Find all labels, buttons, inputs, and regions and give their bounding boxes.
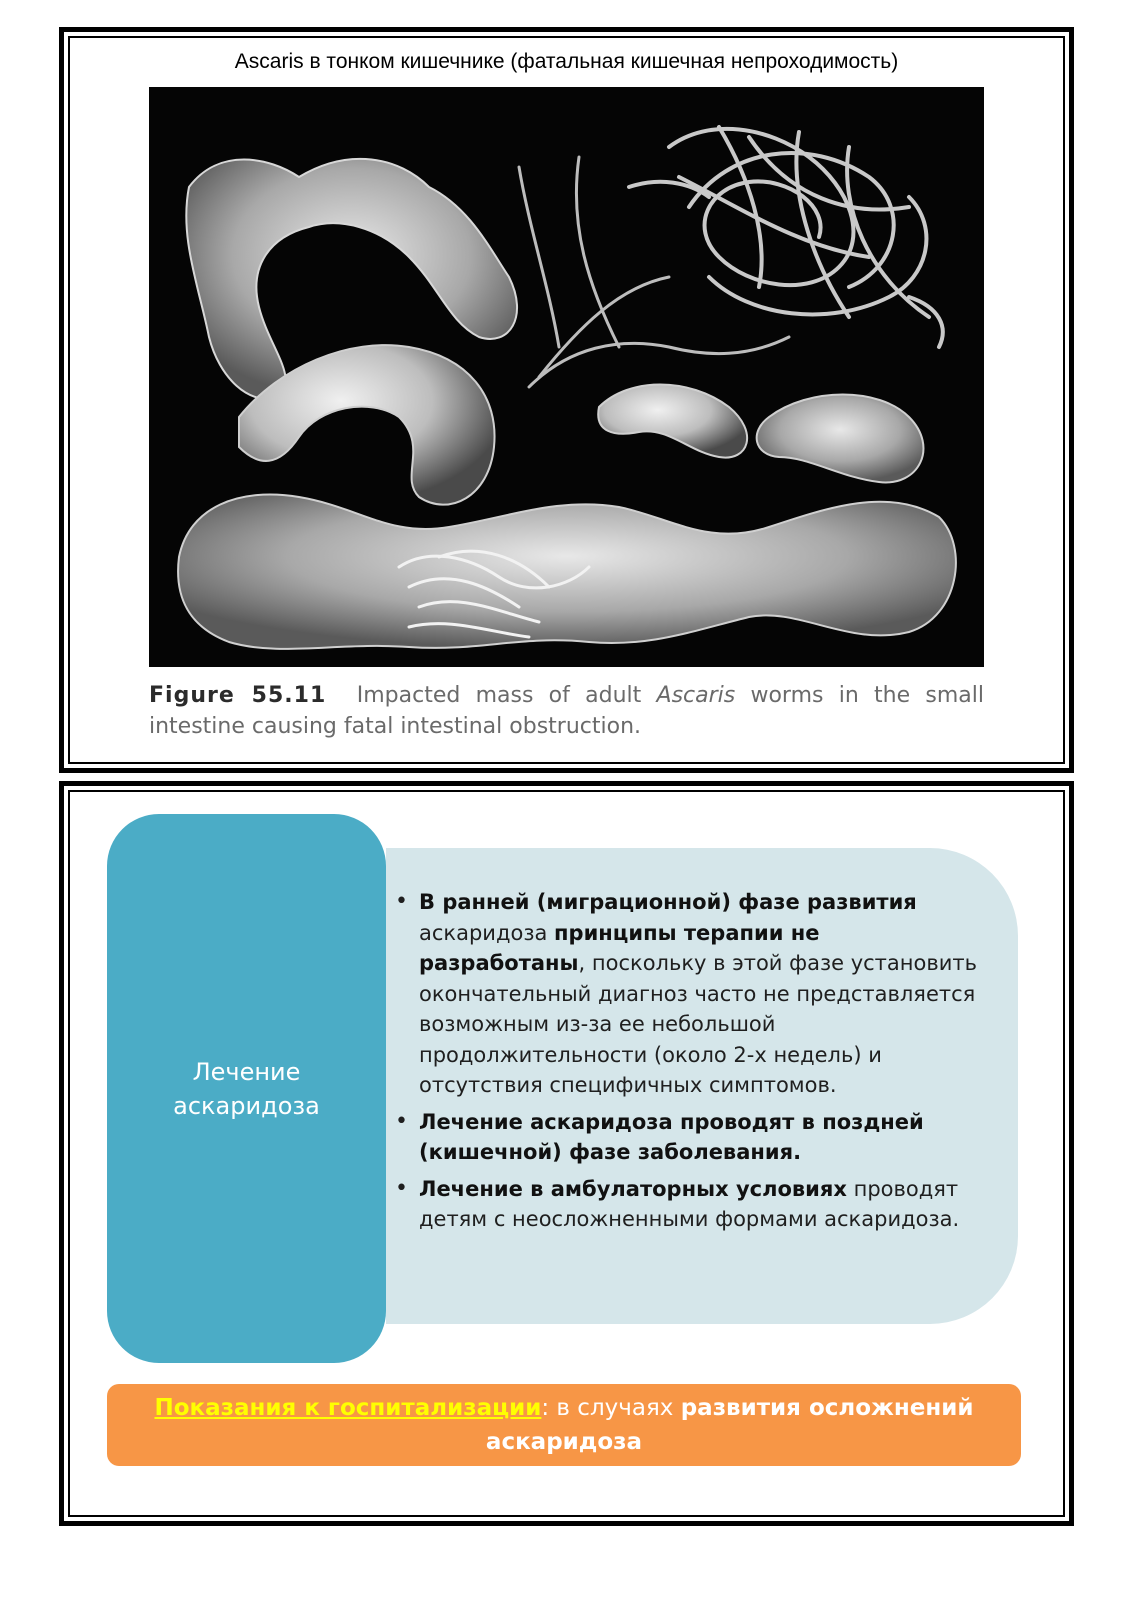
treatment-title-line1: Лечение [192,1057,301,1086]
hospitalization-bold: развития осложнений аскаридоза [485,1395,974,1455]
bullet1-bold2: принципы терапии не разработаны [419,920,820,975]
bullet-late-phase [392,1107,992,1168]
lower-intestine-segment [178,495,956,649]
hospitalization-banner [107,1384,1021,1466]
right-intestine-loop [598,385,747,458]
figure-label: Figure 55.11 [149,683,327,708]
bullet3-bold: Лечение в амбулаторных условиях [419,1176,847,1201]
figure-caption [149,680,984,742]
bullet1-bold: В ранней (миграционной) фазе развития [419,890,917,914]
bullet2-bold: Лечение аскаридоза проводят в поздней (кишечной) фазе заболевания. [419,1109,924,1164]
treatment-frame [59,781,1074,1526]
figure-frame [59,27,1074,773]
bullet3-text: проводят детям с неосложненными формами аскаридоза. [419,1176,960,1231]
worm-tangle [629,127,943,347]
far-right-intestine-loop [757,395,924,483]
figure-heading: Ascaris в тонком кишечнике (фатальная кишечная непроходимость) [234,50,899,73]
hospitalization-text [124,1391,1004,1459]
treatment-title-line2: аскаридоза [173,1091,320,1120]
figure-text-italic: Ascaris [656,683,736,708]
bullet-outpatient [392,1174,992,1235]
figure-text-3: intestine causing fatal intestinal obstruction. [149,714,642,739]
figure-text-2: worms in the small [735,683,984,708]
intestine-illustration [149,87,984,667]
bullet-early-phase [392,887,992,1101]
treatment-bullet-list [392,887,992,1241]
ascaris-intestine-photo [149,87,984,667]
hospitalization-plain: : в случаях [541,1395,681,1421]
bullet1-text1: аскаридоза [419,920,555,945]
bullet1-text2: , поскольку в этой фазе установить окончательный диагноз часто не представляется возможным из-за ее небольшой продолжительности (около 2-х недель) и отсутствия специфичных симптомов. [419,951,977,1097]
treatment-title-box [107,814,386,1363]
figure-text-1: Impacted mass of adult [356,683,657,708]
treatment-title [173,1055,320,1123]
hospitalization-link[interactable]: Показания к госпитализации [154,1395,542,1421]
